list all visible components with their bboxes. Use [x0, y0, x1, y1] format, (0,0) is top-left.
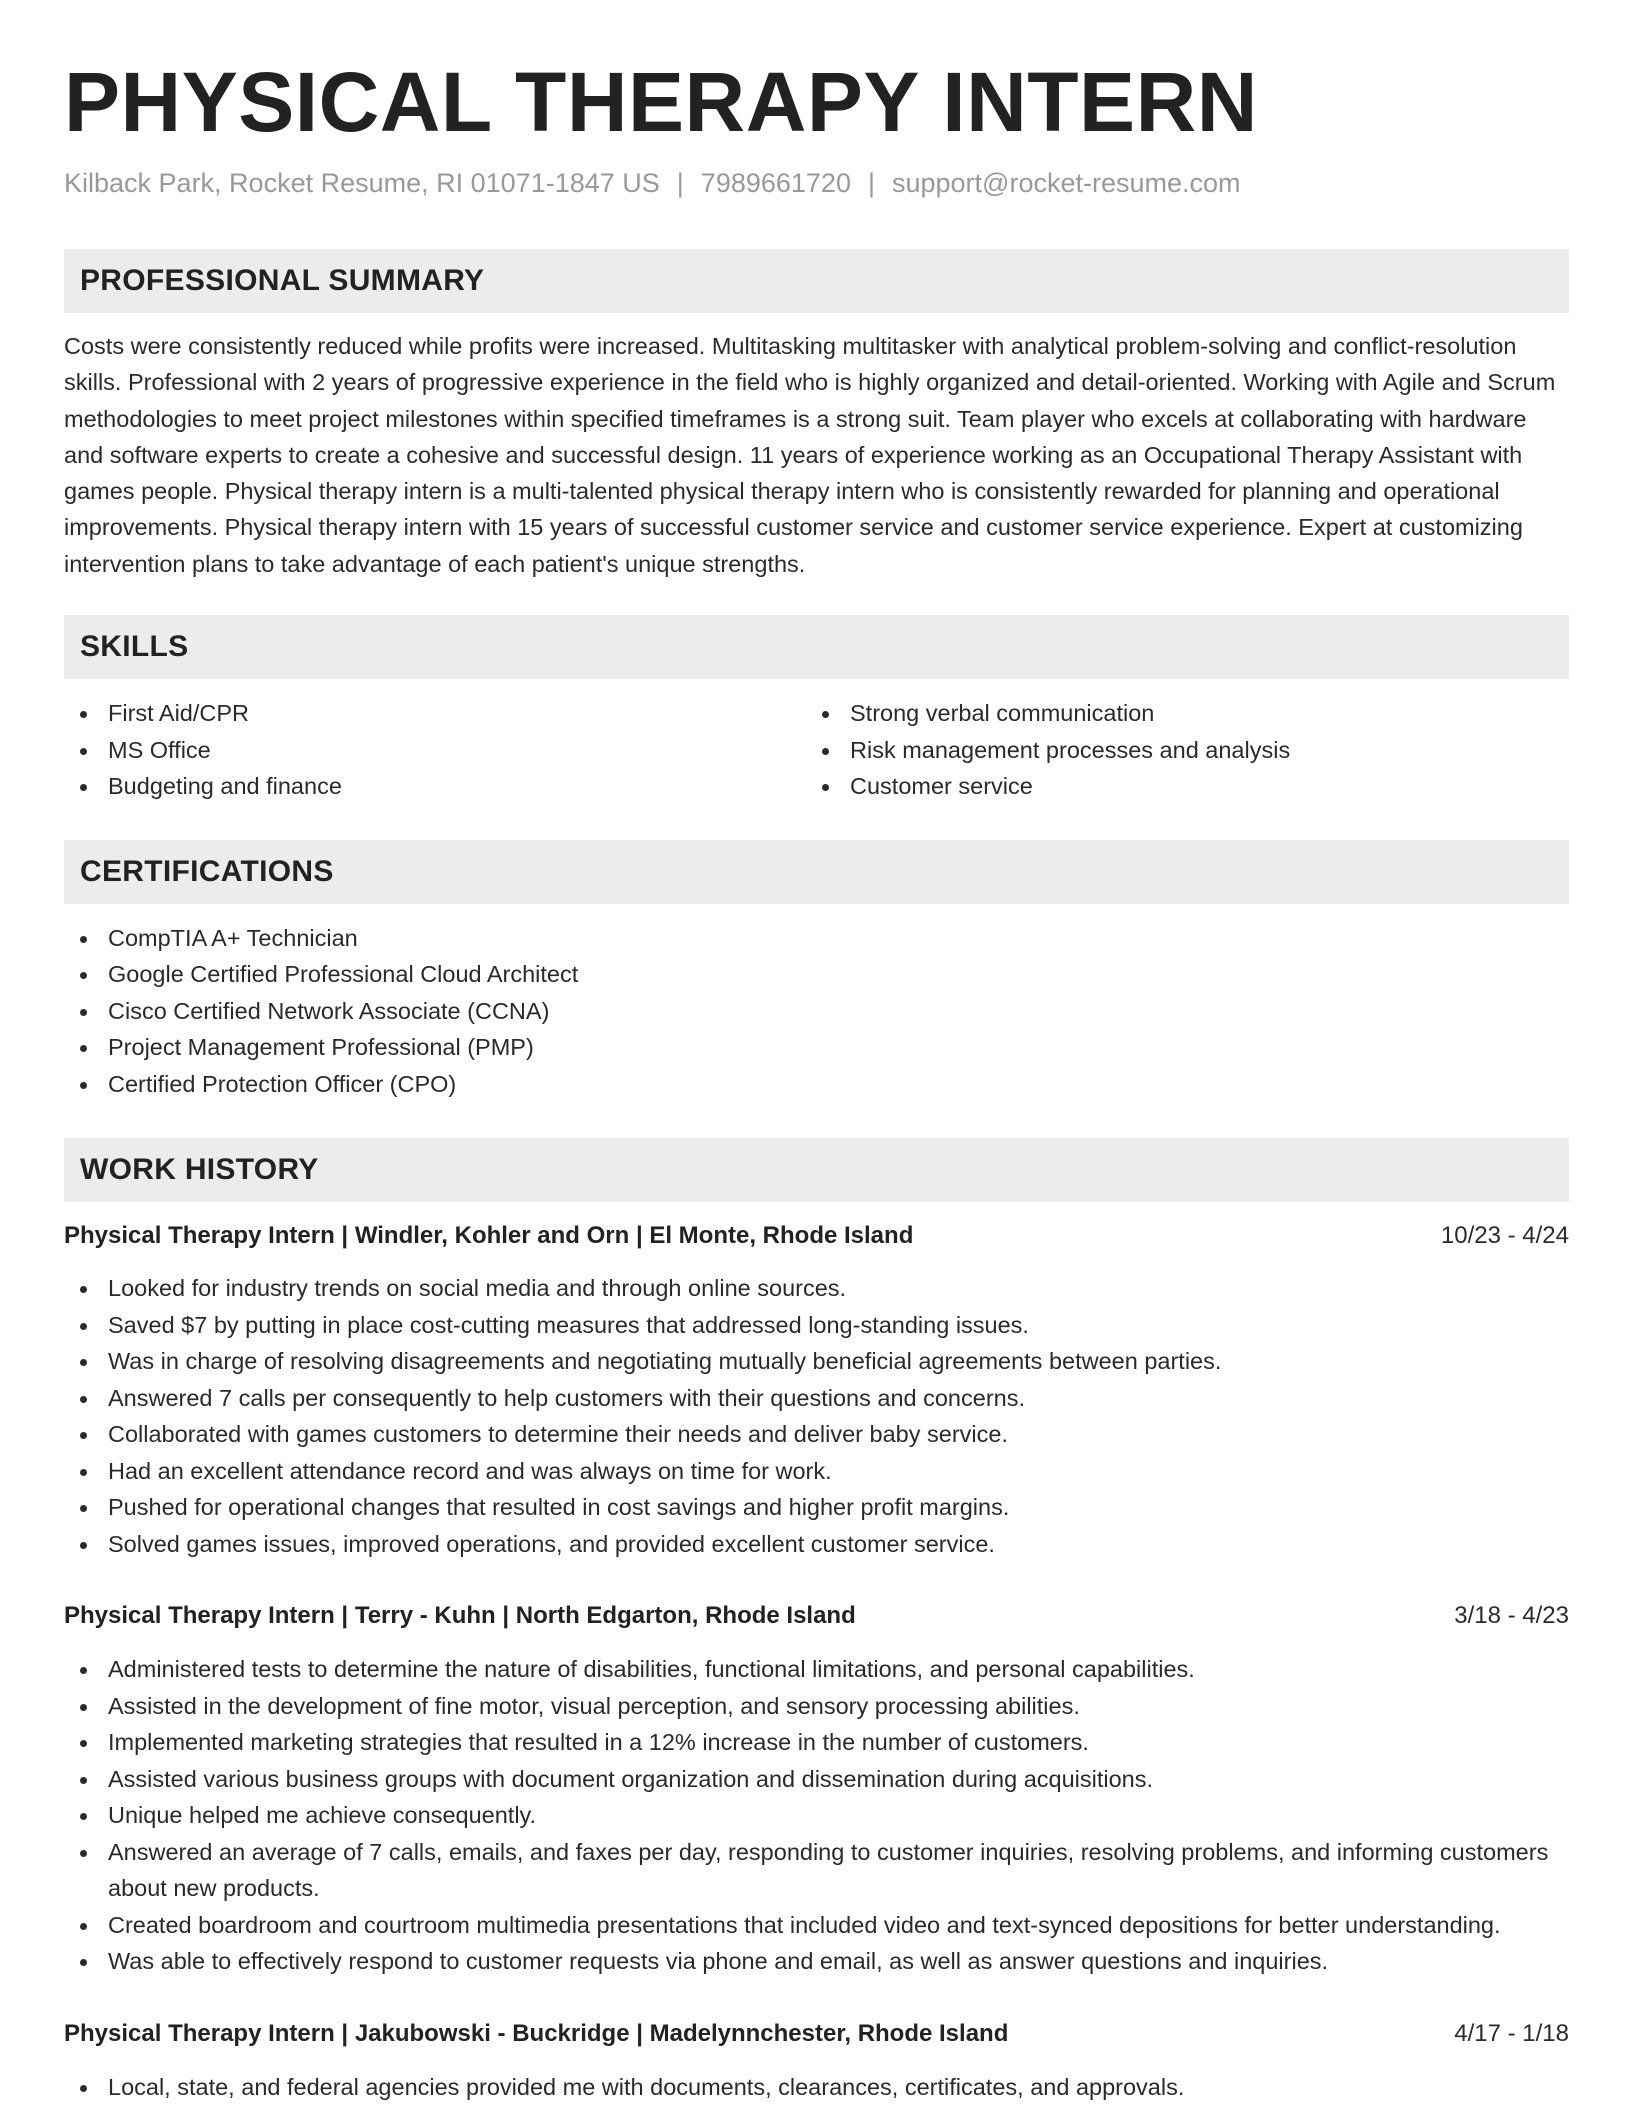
job-bullet: Created boardroom and courtroom multimedia presentations that included video and text-synced depositions for better understanding. — [64, 1907, 1569, 1944]
job-bullets — [64, 1270, 1569, 1562]
job-entry — [64, 1218, 1569, 1562]
job-dates: 4/17 - 1/18 — [1454, 2019, 1569, 2047]
job-bullet: Saved $7 by putting in place cost-cutting measures that addressed long-standing issues. — [64, 1307, 1569, 1344]
job-dates: 3/18 - 4/23 — [1454, 1602, 1569, 1630]
contact-phone: 7989661720 — [700, 168, 851, 198]
certifications-list — [64, 920, 1569, 1103]
summary-text: Costs were consistently reduced while profits were increased. Multitasking multitasker with analytical problem-solving and conflict-resolution skills. Professional with 2 years of progressive experience in the field who is highly organized and detail-oriented. Working with Agile and Scrum methodologies to meet project milestones within specified timeframes is a strong suit. Team player who excels at collaborating with hardware and software experts to create a cohesive and successful design. 11 years of experience working as an Occupational Therapy Assistant with games people. Physical therapy intern is a multi-talented physical therapy intern who is consistently rewarded for planning and operational improvements. Physical therapy intern with 15 years of successful customer service and customer service experience. Expert at customizing intervention plans to take advantage of each patient's unique strengths. — [64, 333, 1556, 577]
job-bullet: Looked for industry trends on social media and through online sources. — [64, 1270, 1569, 1307]
job-bullet: Assisted various business groups with document organization and dissemination during acquisitions. — [64, 1761, 1569, 1798]
job-header — [64, 1598, 1569, 1634]
job-bullet: Solved games issues, improved operations, and provided excellent customer service. — [64, 1526, 1569, 1563]
summary-heading: PROFESSIONAL SUMMARY — [64, 249, 1569, 313]
job-title: Physical Therapy Intern | Jakubowski - Buckridge | Madelynnchester, Rhode Island — [64, 2019, 1009, 2047]
certifications-section — [64, 840, 1569, 1103]
skills-column-left — [64, 695, 806, 805]
job-entry — [64, 1598, 1569, 1980]
work-history-section — [64, 1138, 1569, 2105]
job-bullet: Unique helped me achieve consequently. — [64, 1797, 1569, 1834]
job-bullet: Answered an average of 7 calls, emails, and faxes per day, responding to customer inquiries, resolving problems, and informing customers about new products. — [64, 1834, 1569, 1907]
skill-item: First Aid/CPR — [64, 695, 806, 732]
job-bullet: Local, state, and federal agencies provided me with documents, clearances, certificates, and approvals. — [64, 2069, 1569, 2106]
job-bullet: Administered tests to determine the nature of disabilities, functional limitations, and personal capabilities. — [64, 1651, 1569, 1688]
contact-email: support@rocket-resume.com — [891, 168, 1241, 198]
job-bullet: Collaborated with games customers to determine their needs and deliver baby service. — [64, 1416, 1569, 1453]
job-bullets — [64, 1651, 1569, 1980]
contact-separator: | — [867, 168, 875, 198]
skill-item: Strong verbal communication — [806, 695, 1548, 732]
job-title: Physical Therapy Intern | Windler, Kohler and Orn | El Monte, Rhode Island — [64, 1222, 914, 1250]
contact-line — [64, 168, 1569, 199]
candidate-name: PHYSICAL THERAPY INTERN — [64, 55, 1258, 149]
skills-heading: SKILLS — [64, 615, 1569, 679]
skills-grid — [64, 695, 1569, 805]
skill-item: Risk management processes and analysis — [806, 732, 1548, 769]
resume-page — [64, 0, 1569, 2105]
job-bullet: Had an excellent attendance record and was always on time for work. — [64, 1453, 1569, 1490]
work-history-heading: WORK HISTORY — [64, 1138, 1569, 1202]
contact-separator: | — [676, 168, 684, 198]
skill-item: MS Office — [64, 732, 806, 769]
certifications-heading: CERTIFICATIONS — [64, 840, 1569, 904]
job-entry — [64, 2016, 1569, 2106]
job-header — [64, 2016, 1569, 2052]
job-bullet: Answered 7 calls per consequently to help customers with their questions and concerns. — [64, 1380, 1569, 1417]
job-bullets — [64, 2069, 1569, 2106]
job-bullet: Pushed for operational changes that resulted in cost savings and higher profit margins. — [64, 1489, 1569, 1526]
certification-item: Project Management Professional (PMP) — [64, 1029, 1569, 1066]
skills-column-right — [806, 695, 1548, 805]
job-bullet: Assisted in the development of fine motor, visual perception, and sensory processing abilities. — [64, 1688, 1569, 1725]
certification-item: Cisco Certified Network Associate (CCNA) — [64, 993, 1569, 1030]
certification-item: CompTIA A+ Technician — [64, 920, 1569, 957]
job-dates: 10/23 - 4/24 — [1440, 1222, 1569, 1250]
skill-item: Budgeting and finance — [64, 768, 806, 805]
job-bullet: Was in charge of resolving disagreements and negotiating mutually beneficial agreements between parties. — [64, 1343, 1569, 1380]
skill-item: Customer service — [806, 768, 1548, 805]
certification-item: Certified Protection Officer (CPO) — [64, 1066, 1569, 1103]
job-title: Physical Therapy Intern | Terry - Kuhn | North Edgarton, Rhode Island — [64, 1602, 856, 1630]
job-bullet: Was able to effectively respond to customer requests via phone and email, as well as answer questions and inquiries. — [64, 1943, 1569, 1980]
summary-section — [64, 249, 1569, 582]
contact-address: Kilback Park, Rocket Resume, RI 01071-1847 US — [64, 168, 660, 198]
job-header — [64, 1218, 1569, 1254]
skills-section — [64, 615, 1569, 805]
certification-item: Google Certified Professional Cloud Architect — [64, 956, 1569, 993]
job-bullet: Implemented marketing strategies that resulted in a 12% increase in the number of customers. — [64, 1724, 1569, 1761]
